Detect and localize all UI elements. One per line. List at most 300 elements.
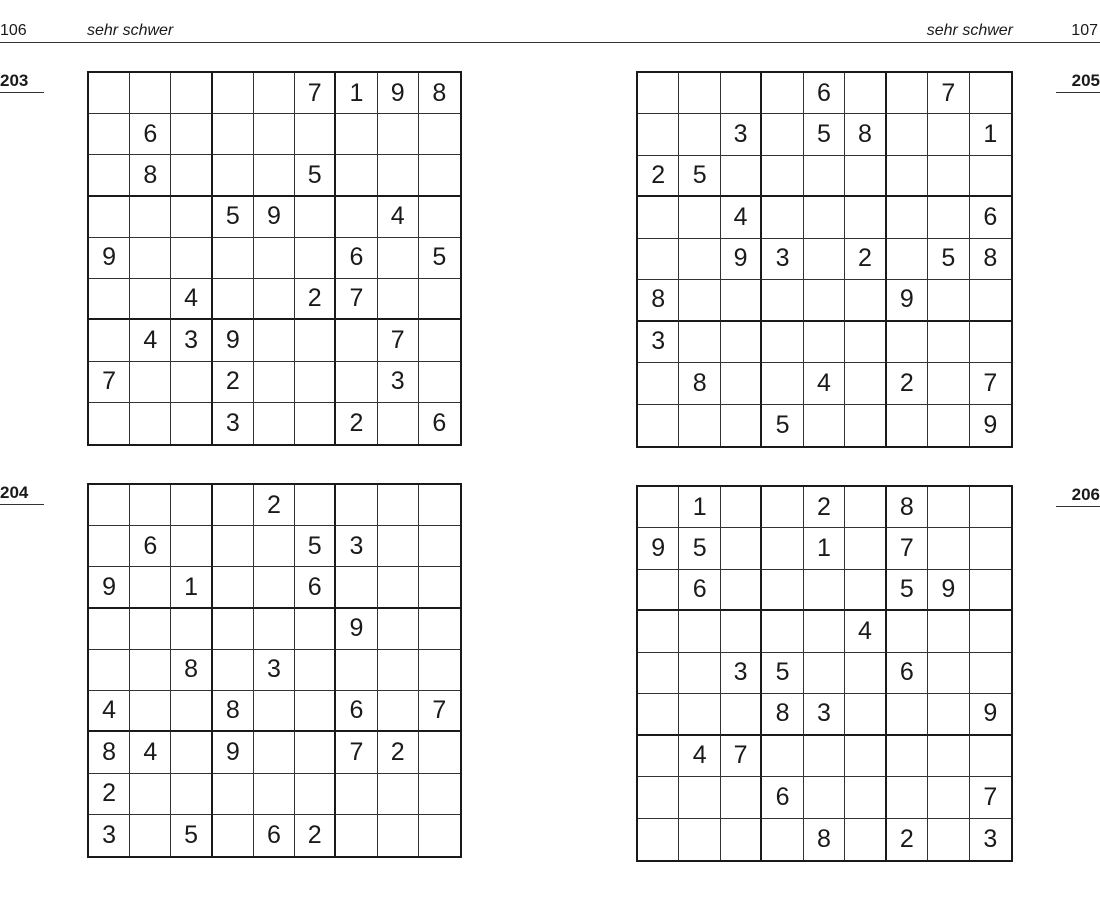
sudoku-cell bbox=[679, 239, 720, 280]
sudoku-cell bbox=[213, 238, 254, 279]
sudoku-cell bbox=[679, 197, 720, 238]
sudoku-cell: 6 bbox=[336, 238, 377, 279]
sudoku-cell bbox=[378, 650, 419, 691]
sudoku-cell bbox=[928, 528, 969, 569]
sudoku-cell: 4 bbox=[679, 736, 720, 777]
sudoku-cell: 8 bbox=[171, 650, 212, 691]
sudoku-cell bbox=[254, 238, 295, 279]
sudoku-cell bbox=[845, 694, 886, 735]
sudoku-cell: 9 bbox=[983, 410, 998, 439]
sudoku-cell bbox=[419, 609, 460, 650]
sudoku-cell bbox=[928, 405, 969, 446]
sudoku-cell bbox=[679, 777, 720, 818]
sudoku-cell bbox=[762, 156, 803, 197]
sudoku-cell: 5 bbox=[419, 238, 460, 279]
sudoku-cell bbox=[638, 73, 679, 114]
sudoku-cell: 4 bbox=[130, 320, 171, 361]
right-page-number: 107 bbox=[1071, 22, 1098, 39]
sudoku-cell bbox=[928, 280, 969, 321]
sudoku-cell bbox=[378, 485, 419, 526]
sudoku-cell bbox=[762, 73, 803, 114]
sudoku-cell: 4 bbox=[804, 363, 845, 404]
sudoku-cell: 9 bbox=[254, 197, 295, 238]
sudoku-cell: 5 bbox=[213, 197, 254, 238]
sudoku-cell bbox=[638, 239, 679, 280]
sudoku-cell bbox=[638, 819, 679, 860]
sudoku-grid-206 bbox=[636, 485, 1013, 862]
sudoku-cell bbox=[638, 570, 679, 611]
sudoku-cell bbox=[970, 280, 1011, 321]
sudoku-cell bbox=[721, 73, 762, 114]
sudoku-cell bbox=[419, 279, 460, 320]
sudoku-cell bbox=[887, 197, 928, 238]
sudoku-cell: 1 bbox=[679, 487, 720, 528]
sudoku-cell bbox=[419, 197, 460, 238]
sudoku-cell bbox=[638, 197, 679, 238]
sudoku-cell: 1 bbox=[970, 114, 1011, 155]
sudoku-cell: 6 bbox=[762, 777, 803, 818]
sudoku-cell bbox=[213, 650, 254, 691]
sudoku-cell bbox=[638, 114, 679, 155]
sudoku-cell bbox=[419, 650, 460, 691]
sudoku-cell: 4 bbox=[845, 611, 886, 652]
sudoku-cell: 7 bbox=[970, 777, 1011, 818]
sudoku-cell: 6 bbox=[336, 691, 377, 732]
sudoku-cell bbox=[336, 774, 377, 815]
sudoku-cell: 2 bbox=[89, 774, 130, 815]
sudoku-cell: 2 bbox=[638, 156, 679, 197]
sudoku-cell bbox=[970, 322, 1011, 363]
sudoku-cell bbox=[970, 736, 1011, 777]
sudoku-cell bbox=[845, 73, 886, 114]
sudoku-cell bbox=[804, 322, 845, 363]
sudoku-cell bbox=[295, 732, 336, 773]
sudoku-cell: 3 bbox=[254, 650, 295, 691]
sudoku-cell bbox=[378, 774, 419, 815]
sudoku-cell bbox=[254, 774, 295, 815]
sudoku-cell bbox=[171, 155, 212, 196]
sudoku-cell: 6 bbox=[254, 815, 295, 856]
puzzle-number-203: 203 bbox=[0, 71, 44, 93]
sudoku-cell bbox=[721, 487, 762, 528]
sudoku-cell: 3 bbox=[213, 403, 254, 444]
sudoku-cell bbox=[295, 650, 336, 691]
sudoku-cell bbox=[254, 114, 295, 155]
sudoku-cell: 3 bbox=[721, 653, 762, 694]
sudoku-cell bbox=[254, 362, 295, 403]
sudoku-cell bbox=[845, 819, 886, 860]
sudoku-cell bbox=[887, 322, 928, 363]
sudoku-cell bbox=[679, 322, 720, 363]
sudoku-cell bbox=[171, 526, 212, 567]
sudoku-cell bbox=[130, 362, 171, 403]
sudoku-cell bbox=[804, 611, 845, 652]
sudoku-cell: 7 bbox=[295, 73, 336, 114]
sudoku-cell bbox=[171, 732, 212, 773]
sudoku-cell bbox=[638, 653, 679, 694]
sudoku-cell bbox=[887, 736, 928, 777]
sudoku-cell bbox=[378, 567, 419, 608]
sudoku-cell bbox=[928, 363, 969, 404]
sudoku-cell bbox=[89, 650, 130, 691]
sudoku-cell bbox=[970, 653, 1011, 694]
sudoku-cell bbox=[89, 155, 130, 196]
sudoku-cell: 1 bbox=[804, 528, 845, 569]
sudoku-cell bbox=[419, 732, 460, 773]
sudoku-cell: 5 bbox=[171, 815, 212, 856]
sudoku-cell bbox=[295, 403, 336, 444]
sudoku-cell: 8 bbox=[845, 114, 886, 155]
sudoku-cell: 7 bbox=[887, 528, 928, 569]
sudoku-cell bbox=[378, 279, 419, 320]
sudoku-cell: 2 bbox=[887, 363, 928, 404]
sudoku-cell bbox=[845, 487, 886, 528]
sudoku-cell bbox=[721, 156, 762, 197]
sudoku-cell bbox=[336, 320, 377, 361]
sudoku-cell bbox=[638, 736, 679, 777]
sudoku-cell bbox=[171, 403, 212, 444]
sudoku-cell bbox=[928, 653, 969, 694]
sudoku-cell bbox=[254, 279, 295, 320]
sudoku-cell: 3 bbox=[983, 824, 998, 853]
sudoku-cell bbox=[845, 736, 886, 777]
sudoku-cell bbox=[679, 73, 720, 114]
sudoku-cell bbox=[887, 114, 928, 155]
sudoku-cell bbox=[721, 405, 762, 446]
sudoku-cell: 5 bbox=[679, 156, 720, 197]
sudoku-cell: 2 bbox=[378, 732, 419, 773]
sudoku-cell bbox=[845, 197, 886, 238]
sudoku-cell bbox=[970, 487, 1011, 528]
sudoku-cell: 8 bbox=[679, 363, 720, 404]
sudoku-cell bbox=[254, 526, 295, 567]
sudoku-cell bbox=[213, 73, 254, 114]
sudoku-grid-205 bbox=[636, 71, 1013, 448]
sudoku-cell bbox=[804, 239, 845, 280]
sudoku-cell bbox=[679, 819, 720, 860]
sudoku-cell: 7 bbox=[89, 362, 130, 403]
sudoku-cell bbox=[89, 609, 130, 650]
sudoku-cell bbox=[762, 487, 803, 528]
sudoku-cell bbox=[970, 156, 1011, 197]
sudoku-cell bbox=[213, 485, 254, 526]
sudoku-cell: 8 bbox=[970, 239, 1011, 280]
sudoku-cell bbox=[721, 777, 762, 818]
sudoku-cell: 6 bbox=[432, 408, 447, 437]
sudoku-cell bbox=[419, 320, 460, 361]
sudoku-cell: 3 bbox=[171, 320, 212, 361]
sudoku-cell bbox=[171, 691, 212, 732]
sudoku-cell: 9 bbox=[89, 238, 130, 279]
sudoku-cell: 6 bbox=[295, 567, 336, 608]
sudoku-cell bbox=[845, 363, 886, 404]
sudoku-cell bbox=[171, 362, 212, 403]
sudoku-cell bbox=[213, 609, 254, 650]
sudoku-cell bbox=[213, 815, 254, 856]
sudoku-cell bbox=[89, 320, 130, 361]
puzzle-number-205: 205 bbox=[1056, 71, 1100, 93]
sudoku-cell: 4 bbox=[721, 197, 762, 238]
sudoku-cell bbox=[721, 280, 762, 321]
sudoku-cell bbox=[679, 653, 720, 694]
sudoku-cell bbox=[845, 280, 886, 321]
sudoku-cell: 8 bbox=[762, 694, 803, 735]
sudoku-cell bbox=[419, 485, 460, 526]
sudoku-cell bbox=[804, 280, 845, 321]
sudoku-cell bbox=[213, 279, 254, 320]
sudoku-cell bbox=[762, 736, 803, 777]
sudoku-cell: 9 bbox=[721, 239, 762, 280]
sudoku-cell: 3 bbox=[378, 362, 419, 403]
sudoku-cell bbox=[130, 567, 171, 608]
sudoku-cell bbox=[762, 363, 803, 404]
sudoku-cell: 9 bbox=[213, 732, 254, 773]
sudoku-cell bbox=[638, 487, 679, 528]
sudoku-cell bbox=[336, 815, 377, 856]
sudoku-cell bbox=[762, 197, 803, 238]
sudoku-cell: 8 bbox=[804, 819, 845, 860]
sudoku-cell bbox=[171, 609, 212, 650]
sudoku-cell bbox=[721, 322, 762, 363]
sudoku-cell bbox=[928, 156, 969, 197]
sudoku-cell bbox=[845, 653, 886, 694]
sudoku-cell: 9 bbox=[970, 694, 1011, 735]
sudoku-cell bbox=[804, 736, 845, 777]
sudoku-cell: 5 bbox=[887, 570, 928, 611]
sudoku-cell bbox=[378, 815, 419, 856]
sudoku-cell bbox=[887, 156, 928, 197]
sudoku-cell bbox=[213, 567, 254, 608]
sudoku-cell: 7 bbox=[378, 320, 419, 361]
sudoku-cell bbox=[295, 609, 336, 650]
sudoku-cell bbox=[845, 322, 886, 363]
sudoku-cell: 3 bbox=[89, 815, 130, 856]
sudoku-cell bbox=[762, 819, 803, 860]
sudoku-cell: 5 bbox=[762, 405, 803, 446]
sudoku-cell: 2 bbox=[295, 815, 336, 856]
sudoku-cell: 8 bbox=[130, 155, 171, 196]
sudoku-cell bbox=[419, 774, 460, 815]
sudoku-cell: 6 bbox=[130, 526, 171, 567]
sudoku-cell bbox=[336, 197, 377, 238]
sudoku-cell bbox=[171, 114, 212, 155]
sudoku-cell bbox=[130, 815, 171, 856]
sudoku-cell: 4 bbox=[89, 691, 130, 732]
sudoku-cell bbox=[762, 280, 803, 321]
sudoku-cell: 5 bbox=[804, 114, 845, 155]
sudoku-cell bbox=[887, 694, 928, 735]
sudoku-cell bbox=[295, 691, 336, 732]
sudoku-cell bbox=[928, 114, 969, 155]
sudoku-cell bbox=[295, 320, 336, 361]
sudoku-cell bbox=[171, 485, 212, 526]
sudoku-cell bbox=[213, 774, 254, 815]
sudoku-cell bbox=[638, 363, 679, 404]
sudoku-cell: 8 bbox=[419, 73, 460, 114]
sudoku-cell bbox=[419, 362, 460, 403]
sudoku-cell bbox=[213, 526, 254, 567]
sudoku-cell: 9 bbox=[887, 280, 928, 321]
sudoku-cell bbox=[336, 650, 377, 691]
sudoku-cell bbox=[721, 819, 762, 860]
sudoku-cell: 4 bbox=[378, 197, 419, 238]
sudoku-cell bbox=[970, 528, 1011, 569]
sudoku-cell bbox=[130, 403, 171, 444]
sudoku-cell: 9 bbox=[89, 567, 130, 608]
sudoku-cell bbox=[679, 611, 720, 652]
sudoku-cell bbox=[721, 611, 762, 652]
sudoku-cell: 3 bbox=[762, 239, 803, 280]
sudoku-cell bbox=[804, 405, 845, 446]
sudoku-cell bbox=[928, 322, 969, 363]
sudoku-cell: 2 bbox=[295, 279, 336, 320]
sudoku-cell bbox=[336, 362, 377, 403]
sudoku-cell: 3 bbox=[638, 322, 679, 363]
sudoku-cell bbox=[721, 570, 762, 611]
sudoku-cell bbox=[638, 694, 679, 735]
sudoku-cell: 3 bbox=[804, 694, 845, 735]
sudoku-cell bbox=[804, 777, 845, 818]
sudoku-cell bbox=[213, 114, 254, 155]
sudoku-cell bbox=[336, 485, 377, 526]
sudoku-cell: 6 bbox=[130, 114, 171, 155]
sudoku-cell bbox=[89, 73, 130, 114]
sudoku-cell bbox=[213, 155, 254, 196]
sudoku-cell bbox=[762, 322, 803, 363]
sudoku-cell bbox=[336, 155, 377, 196]
sudoku-cell bbox=[336, 567, 377, 608]
sudoku-cell bbox=[638, 777, 679, 818]
sudoku-cell bbox=[419, 155, 460, 196]
sudoku-cell: 1 bbox=[171, 567, 212, 608]
sudoku-cell: 7 bbox=[419, 691, 460, 732]
sudoku-cell bbox=[130, 485, 171, 526]
sudoku-cell bbox=[721, 528, 762, 569]
sudoku-cell bbox=[254, 73, 295, 114]
sudoku-cell bbox=[928, 819, 969, 860]
sudoku-cell: 8 bbox=[89, 732, 130, 773]
left-page-number: 106 bbox=[0, 22, 27, 39]
sudoku-cell: 9 bbox=[213, 320, 254, 361]
sudoku-cell bbox=[638, 611, 679, 652]
sudoku-cell bbox=[171, 73, 212, 114]
sudoku-cell bbox=[254, 732, 295, 773]
sudoku-cell bbox=[254, 609, 295, 650]
sudoku-cell bbox=[845, 528, 886, 569]
sudoku-cell: 5 bbox=[679, 528, 720, 569]
puzzle-number-204: 204 bbox=[0, 483, 44, 505]
sudoku-cell: 7 bbox=[721, 736, 762, 777]
puzzle-number-206: 206 bbox=[1056, 485, 1100, 507]
sudoku-cell bbox=[721, 363, 762, 404]
sudoku-cell bbox=[295, 362, 336, 403]
sudoku-cell bbox=[378, 403, 419, 444]
sudoku-cell bbox=[762, 611, 803, 652]
sudoku-cell: 8 bbox=[213, 691, 254, 732]
sudoku-cell: 7 bbox=[928, 73, 969, 114]
sudoku-cell bbox=[254, 155, 295, 196]
sudoku-cell bbox=[254, 320, 295, 361]
sudoku-cell bbox=[419, 526, 460, 567]
sudoku-cell bbox=[928, 197, 969, 238]
sudoku-cell: 7 bbox=[336, 732, 377, 773]
sudoku-cell bbox=[378, 526, 419, 567]
right-page-title: sehr schwer bbox=[926, 22, 1013, 39]
sudoku-cell bbox=[130, 238, 171, 279]
sudoku-cell: 7 bbox=[336, 279, 377, 320]
sudoku-cell: 4 bbox=[130, 732, 171, 773]
sudoku-cell bbox=[89, 526, 130, 567]
sudoku-cell bbox=[887, 239, 928, 280]
sudoku-cell bbox=[887, 405, 928, 446]
sudoku-cell bbox=[419, 815, 460, 856]
sudoku-cell bbox=[804, 653, 845, 694]
sudoku-cell: 2 bbox=[887, 819, 928, 860]
sudoku-cell: 2 bbox=[804, 487, 845, 528]
sudoku-cell bbox=[89, 403, 130, 444]
sudoku-cell bbox=[762, 114, 803, 155]
header-rule bbox=[0, 42, 1100, 43]
sudoku-cell bbox=[762, 570, 803, 611]
sudoku-cell: 9 bbox=[928, 570, 969, 611]
sudoku-cell bbox=[928, 694, 969, 735]
sudoku-cell bbox=[171, 197, 212, 238]
sudoku-cell bbox=[171, 774, 212, 815]
sudoku-cell: 5 bbox=[295, 526, 336, 567]
sudoku-cell bbox=[928, 487, 969, 528]
sudoku-cell bbox=[378, 238, 419, 279]
sudoku-cell bbox=[130, 609, 171, 650]
sudoku-grid-204 bbox=[87, 483, 462, 858]
sudoku-cell: 5 bbox=[295, 155, 336, 196]
sudoku-cell bbox=[419, 567, 460, 608]
sudoku-cell: 8 bbox=[887, 487, 928, 528]
sudoku-cell bbox=[295, 197, 336, 238]
sudoku-cell bbox=[130, 691, 171, 732]
sudoku-cell: 2 bbox=[213, 362, 254, 403]
sudoku-cell bbox=[419, 114, 460, 155]
sudoku-cell bbox=[970, 570, 1011, 611]
sudoku-cell bbox=[378, 691, 419, 732]
sudoku-cell bbox=[295, 774, 336, 815]
sudoku-cell bbox=[804, 197, 845, 238]
left-page-title: sehr schwer bbox=[87, 22, 174, 39]
sudoku-cell bbox=[295, 238, 336, 279]
sudoku-cell bbox=[804, 156, 845, 197]
sudoku-cell: 6 bbox=[887, 653, 928, 694]
sudoku-cell bbox=[721, 694, 762, 735]
sudoku-cell bbox=[638, 405, 679, 446]
sudoku-cell bbox=[928, 736, 969, 777]
sudoku-cell bbox=[89, 279, 130, 320]
sudoku-cell: 6 bbox=[970, 197, 1011, 238]
sudoku-cell bbox=[254, 567, 295, 608]
sudoku-cell: 7 bbox=[970, 363, 1011, 404]
sudoku-cell bbox=[679, 694, 720, 735]
sudoku-cell: 8 bbox=[638, 280, 679, 321]
sudoku-cell bbox=[928, 611, 969, 652]
sudoku-cell: 2 bbox=[254, 485, 295, 526]
sudoku-cell: 4 bbox=[171, 279, 212, 320]
sudoku-cell bbox=[887, 611, 928, 652]
sudoku-cell bbox=[378, 609, 419, 650]
sudoku-cell bbox=[130, 279, 171, 320]
sudoku-cell: 5 bbox=[928, 239, 969, 280]
sudoku-cell bbox=[254, 403, 295, 444]
sudoku-cell: 5 bbox=[762, 653, 803, 694]
sudoku-cell bbox=[679, 405, 720, 446]
sudoku-cell bbox=[89, 114, 130, 155]
